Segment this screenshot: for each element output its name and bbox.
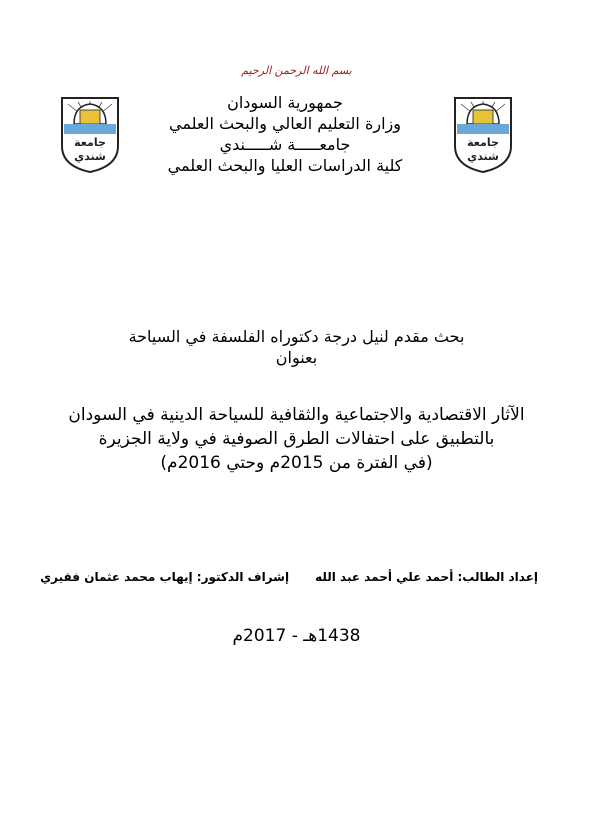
university-logo-right <box>451 94 515 174</box>
institution-header <box>120 92 450 176</box>
degree-statement <box>40 326 553 368</box>
logo-text-bottom: شندي <box>467 150 499 163</box>
title-line-2: بالتطبيق على احتفالات الطرق الصوفية في ولاية الجزيرة <box>98 429 495 449</box>
basmala: بسم الله الرحمن الرحيم <box>241 64 352 77</box>
student-name: إعداد الطالب: أحمد علي أحمد عبد الله <box>315 570 538 584</box>
titled-label: بعنوان <box>275 348 318 367</box>
authors-line <box>40 570 538 584</box>
logo-text-top: جامعة <box>74 136 106 149</box>
title-line-3: (في الفترة من 2015م وحتي 2016م) <box>160 453 433 473</box>
header-college: كلية الدراسات العليا والبحث العلمي <box>167 156 403 175</box>
logo-text-top: جامعة <box>467 136 499 149</box>
degree-line: بحث مقدم لنيل درجة دكتوراه الفلسفة في السياحة <box>128 327 465 346</box>
header-country: جمهورية السودان <box>227 93 343 112</box>
thesis-title <box>40 403 553 475</box>
university-logo-left <box>58 94 122 174</box>
supervisor-name: إشراف الدكتور: إيهاب محمد عثمان فقيري <box>40 570 290 584</box>
thesis-date: 1438هـ - 2017م <box>232 626 361 646</box>
title-line-1: الآثار الاقتصادية والاجتماعية والثقافية للسياحة الدينية في السودان <box>68 405 525 425</box>
logo-text-bottom: شندي <box>74 150 106 163</box>
header-university: جامعـــــة شـــــندي <box>219 135 351 154</box>
header-ministry: وزارة التعليم العالي والبحث العلمي <box>169 114 401 133</box>
